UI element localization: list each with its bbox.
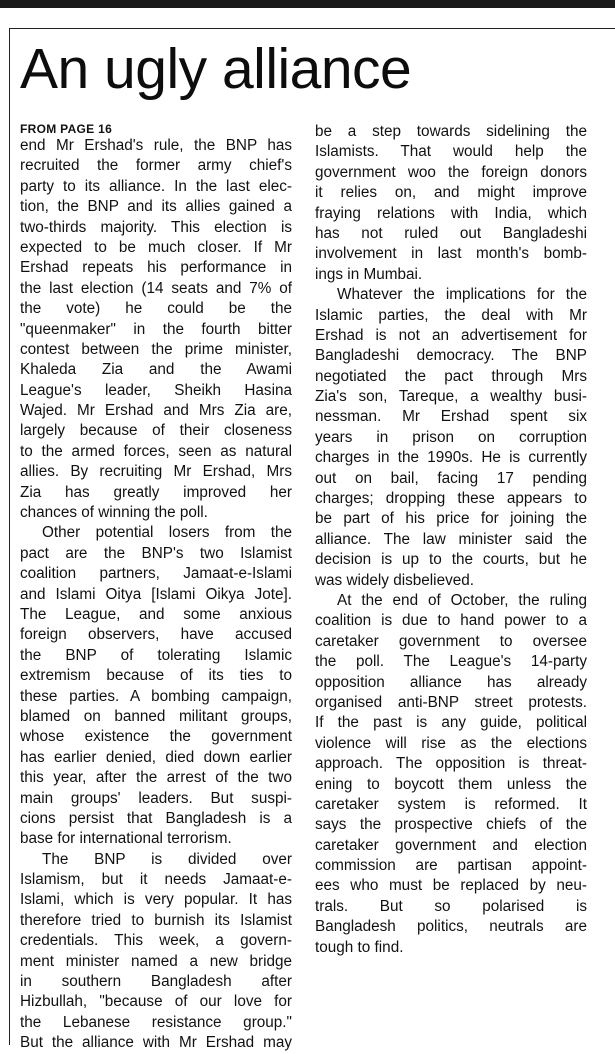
text-line: largely because of their closeness <box>20 422 292 440</box>
text-line: Ershad is not an advertisement for <box>315 326 587 344</box>
text-line: recruited the former army chief's <box>20 157 292 175</box>
text-line: Islamism, but it needs Jamaat-e- <box>20 871 292 889</box>
left-column-lines <box>20 136 292 1054</box>
text-line: be part of his price for joining the <box>315 510 587 528</box>
text-line: end Mr Ershad's rule, the BNP has <box>20 137 292 154</box>
text-line: was widely disbelieved. <box>315 571 474 589</box>
text-line: expected to be much closer. If Mr <box>20 238 292 256</box>
text-line: ening to boycott them unless the <box>315 775 587 793</box>
text-line: opposition alliance has already <box>315 673 587 691</box>
text-line: Zia's son, Tareque, a wealthy busi- <box>315 388 587 406</box>
article-column-left <box>20 122 292 1054</box>
text-line: to the armed forces, seen as natural <box>20 442 292 460</box>
text-line: the BNP of tolerating Islamic <box>20 646 292 664</box>
text-line: alliance. The law minister said the <box>315 530 587 548</box>
text-line: out on bail, facing 17 pending <box>315 469 587 487</box>
article-column-right <box>315 122 587 958</box>
text-line: ees who must be replaced by neu- <box>315 877 587 895</box>
text-line: pact are the BNP's two Islamist <box>20 544 292 562</box>
text-line: and Islami Oitya [Islami Oikya Jote]. <box>20 585 292 603</box>
text-line: base for international terrorism. <box>20 830 232 848</box>
text-line: the poll. The League's 14-party <box>315 653 587 671</box>
text-line: these parties. A bombing campaign, <box>20 687 292 705</box>
text-line: tough to find. <box>315 938 404 956</box>
text-line: violence will rise as the elections <box>315 734 587 752</box>
text-line: Other potential losers from the <box>42 524 292 542</box>
text-line: has earlier denied, died down earlier <box>20 748 292 766</box>
text-line: be a step towards sidelining the <box>315 123 587 140</box>
text-line: caretaker government to oversee <box>315 632 587 650</box>
text-line: But the alliance with Mr Ershad may <box>20 1034 292 1052</box>
text-line: Zia has greatly improved her <box>20 483 292 501</box>
text-line: blamed on banned militant groups, <box>20 707 292 725</box>
text-line: main groups' leaders. But suspi- <box>20 789 292 807</box>
text-line: decision is up to the courts, but he <box>315 551 587 569</box>
text-line: credentials. This week, a govern- <box>20 932 292 950</box>
text-line: contest between the prime minister, <box>20 340 292 358</box>
text-line: therefore tried to burnish its Islamist <box>20 911 292 929</box>
text-line: caretaker system is reformed. It <box>315 795 587 813</box>
text-line: the Lebanese resistance group." <box>20 1013 292 1031</box>
text-line: says the prospective chiefs of the <box>315 816 587 834</box>
text-line: years in prison on corruption <box>315 428 587 446</box>
text-line: "queenmaker" in the fourth bitter <box>20 320 292 338</box>
text-line: caretaker government and election <box>315 836 587 854</box>
text-line: ings in Mumbai. <box>315 265 423 283</box>
text-line: fraying relations with India, which <box>315 204 587 222</box>
text-line: The League, and some anxious <box>20 605 292 623</box>
text-line: ment minister named a new bridge <box>20 952 292 970</box>
text-line: commission are partisan appoint- <box>315 857 587 875</box>
text-line: Islamists. That would help the <box>315 143 587 161</box>
text-line: extremism because of its ties to <box>20 667 292 685</box>
text-line: party to its alliance. In the last elec- <box>20 177 292 195</box>
text-line: Islamic parties, the deal with Mr <box>315 306 587 324</box>
right-column-lines <box>315 122 587 958</box>
text-line: nessman. Mr Ershad spent six <box>315 408 587 426</box>
text-line: approach. The opposition is threat- <box>315 755 587 773</box>
text-line: Bangladesh politics, neutrals are <box>315 918 587 936</box>
text-line: Wajed. Mr Ershad and Mrs Zia are, <box>20 402 292 420</box>
text-line: allies. By recruiting Mr Ershad, Mrs <box>20 463 292 481</box>
text-line: in southern Bangladesh after <box>20 973 292 991</box>
text-line: At the end of October, the ruling <box>337 591 587 609</box>
top-rule <box>0 0 615 8</box>
text-line: this year, after the arrest of the two <box>20 769 292 787</box>
text-line: coalition is due to hand power to a <box>315 612 587 630</box>
text-line: Bangladeshi democracy. The BNP <box>315 347 587 365</box>
continuation-kicker: FROM PAGE 16 <box>20 122 113 136</box>
text-line: has not ruled out Bangladeshi <box>315 224 587 242</box>
text-line: the vote) he could be the <box>20 300 292 318</box>
text-line: Khaleda Zia and the Awami <box>20 361 292 379</box>
text-line: charges; dropping these appears to <box>315 490 587 508</box>
text-line: coalition partners, Jamaat-e-Islami <box>20 565 292 583</box>
text-line: government woo the foreign donors <box>315 163 587 181</box>
text-line: Whatever the implications for the <box>337 286 587 304</box>
text-line: chances of winning the poll. <box>20 504 208 522</box>
headline: An ugly alliance <box>20 37 412 101</box>
text-line: Islami, which is very popular. It has <box>20 891 292 909</box>
text-line: cions persist that Bangladesh is a <box>20 809 292 827</box>
text-line: negotiated the pact through Mrs <box>315 367 587 385</box>
text-line: involvement in last month's bomb- <box>315 245 587 263</box>
text-line: tion, the BNP and its allies gained a <box>20 198 292 216</box>
text-line: foreign observers, have accused <box>20 626 292 644</box>
text-line: If the past is any guide, political <box>315 714 587 732</box>
text-line: Ershad repeats his performance in <box>20 259 292 277</box>
text-line: trals. But so polarised is <box>315 897 587 915</box>
text-line: it relies on, and might improve <box>315 184 587 202</box>
text-line: Hizbullah, "because of our love for <box>20 993 292 1011</box>
text-line: League's leader, Sheikh Hasina <box>20 381 292 399</box>
text-line: whose existence the government <box>20 728 292 746</box>
text-line: the last election (14 seats and 7% of <box>20 279 292 297</box>
text-line: The BNP is divided over <box>42 850 292 868</box>
text-line: organised anti-BNP street protests. <box>315 693 587 711</box>
text-line: two-thirds majority. This election is <box>20 218 292 236</box>
text-line: charges in the 1990s. He is currently <box>315 449 587 467</box>
